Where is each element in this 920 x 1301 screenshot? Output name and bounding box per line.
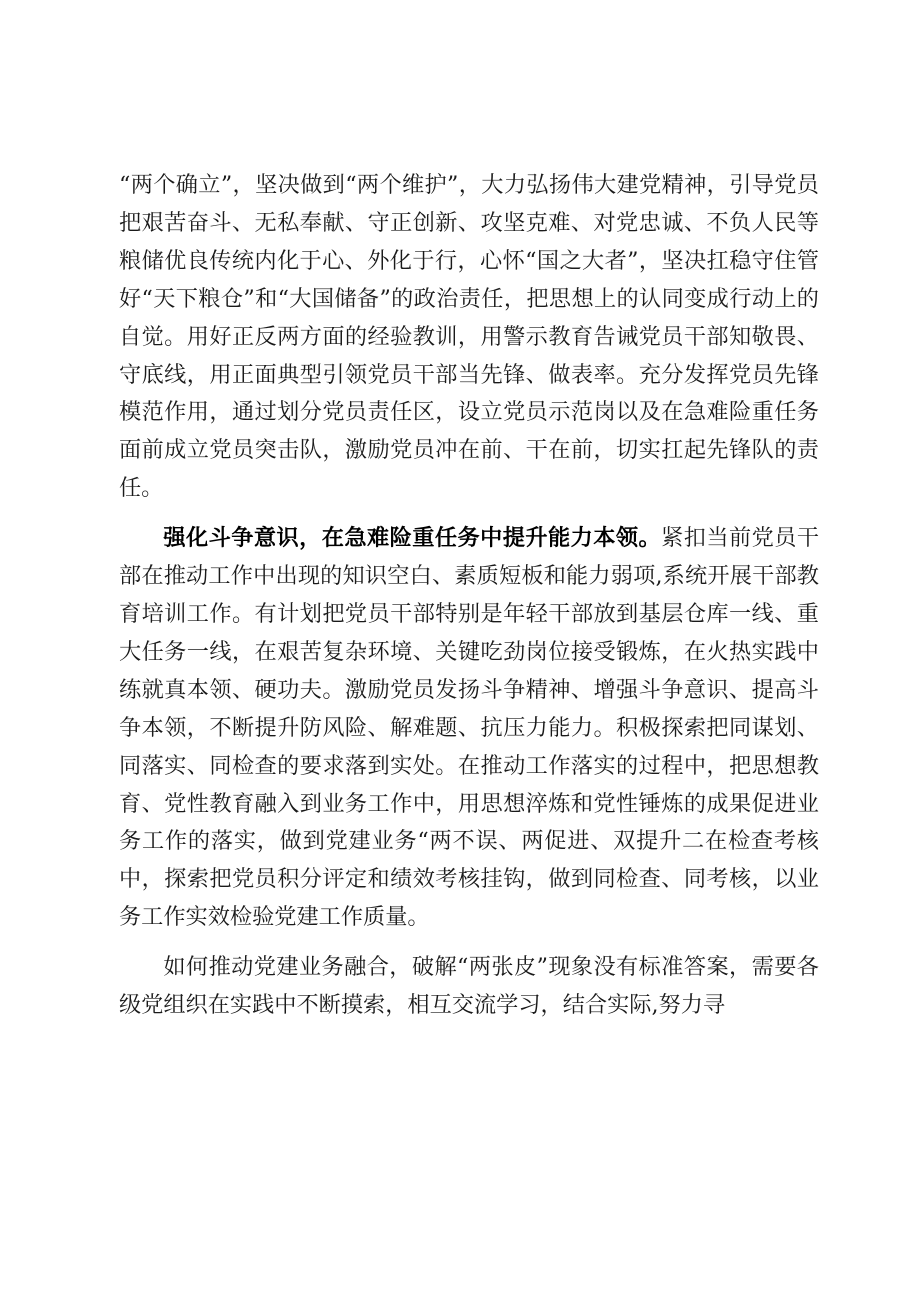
paragraph-2-body: 紧扣当前党员干部在推动工作中出现的知识空白、素质短板和能力弱项,系统开展干部教育培训工作。有计划把党员干部特别是年轻干部放到基层仓库一线、重大任务一线，在艰苦复杂环境、关键吃劲岗位接受锻炼，在火热实践中练就真本领、硬功夫。激励党员发扬斗争精神、增强斗争意识、提高斗争本领，不断提升防风险、解难题、抗压力能力。积极探索把同谋划、同落实、同检查的要求落到实处。在推动工作落实的过程中，把思想教育、党性教育融入到业务工作中，用思想淬炼和党性锤炼的成果促进业务工作的落实，做到党建业务“两不误、两促进、双提升二在检查考核中，探索把党员积分评定和绩效考核挂钩，做到同检查、同考核，以业务工作实效检验党建工作质量。 [119,525,820,931]
paragraph-spacer [119,937,819,949]
paragraph-3: 如何推动党建业务融合，破解“两张皮”现象没有标准答案，需要各级党组织在实践中不断摸索，相互交流学习，结合实际,努力寻 [119,954,819,1019]
paragraph-2-heading: 强化斗争意识，在急难险重任务中提升能力本领。 [163,525,662,552]
document-body [119,167,819,1025]
paragraph-2 [119,520,819,937]
paragraph-spacer [119,508,819,520]
paragraph-1: “两个确立”，坚决做到“两个维护”，大力弘扬伟大建党精神，引导党员把艰苦奋斗、无私奉献、守正创新、攻坚克难、对党忠诚、不负人民等粮储优良传统内化于心、外化于行，心怀“国之大者”，坚决扛稳守住管好“天下粮仓”和“大国储备”的政治责任，把思想上的认同变成行动上的自觉。用好正反两方面的经验教训，用警示教育告诫党员干部知敬畏、守底线，用正面典型引领党员干部当先锋、做表率。充分发挥党员先锋模范作用，通过划分党员责任区，设立党员示范岗以及在急难险重任务面前成立党员突击队，激励党员冲在前、干在前，切实扛起先锋队的责任。 [119,172,819,502]
